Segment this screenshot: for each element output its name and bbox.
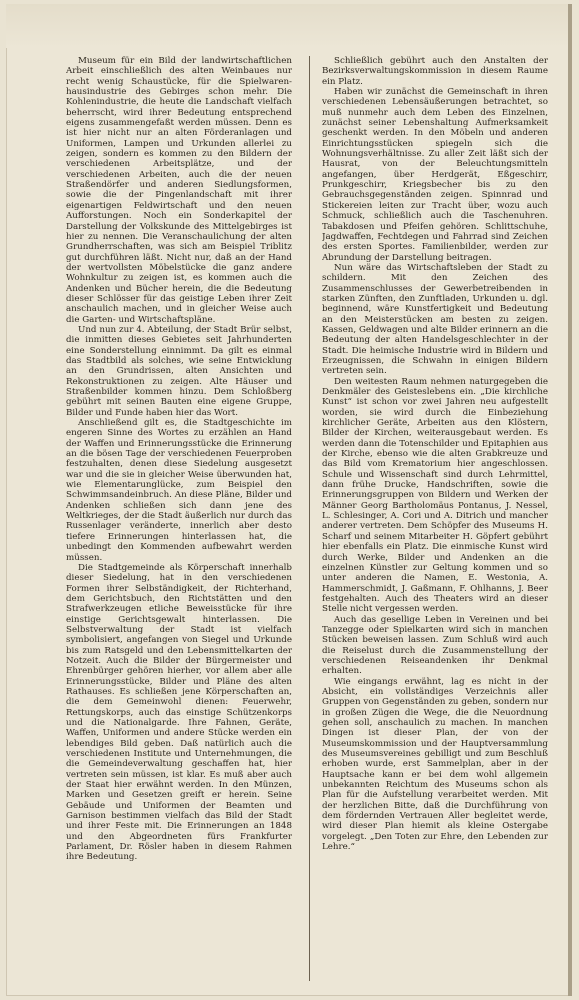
- paragraph: Wie eingangs erwähnt, lag es nicht in der Absicht, ein vollständiges Verzeichnis aller Gruppen von Gegenständen zu geben, sondern nur in großen Zügen die Wege, die die Neuordnung gehen soll, anschaulich zu machen. In manchen Dingen ist dieser Plan, der von der Museumskommission und der Hauptversammlung des Museumsvereines gebilligt und zum Beschluß erhoben wurde, erst Sammelplan, aber in der Hauptsache kann er bei dem wohl allgemein unbekannten Reichtum des Museums schon als Plan für die Aufstellung verarbeitet werden. Mit der herzlichen Bitte, daß die Durchführung von dem fördernden Vertrauen Aller begleitet werde, wird dieser Plan hiemit als kleine Ostergabe vorgelegt. „Den Toten zur Ehre, den Lebenden zur Lehre.“: [322, 676, 548, 853]
- paragraph: Schließlich gebührt auch den Anstalten der Bezirksverwaltungskommission in diesem Raume ein Platz.: [322, 56, 548, 87]
- page-top-margin: [6, 4, 572, 48]
- newspaper-page: [6, 4, 572, 996]
- paragraph: Die Stadtgemeinde als Körperschaft innerhalb dieser Siedelung, hat in den verschiedenen Formen ihrer Selbständigkeit, der Richterhand, dem Gerichtsbuch, den Richtstätten und den Strafwerkzeugen etliche Beweisstücke für ihre einstige Gerichtsgewalt hinterlassen. Die Selbstverwaltung der Stadt ist vielfach symbolisiert, angefangen von Siegel und Urkunde bis zum Ratsgeld und den Lebensmittelkarten der Notzeit. Auch die Bilder der Bürgermeister und Ehrenbürger gehören hierher, vor allem aber alle Erinnerungsstücke, Bilder und Pläne des alten Rathauses. Es schließen jene Körperschaften an, die dem Gemeinwohl dienen: Feuerwehr, Rettungskorps, auch das einstige Schützenkorps und die Nationalgarde. Ihre Fahnen, Geräte, Waffen, Uniformen und andere Stücke werden ein lebendiges Bild geben. Daß natürlich auch die verschiedenen Institute und Unternehmungen, die die Gemeindeverwaltung geschaffen hat, hier vertreten sein müssen, ist klar. Es muß aber auch der Staat hier erwähnt werden. In den Münzen, Marken und Gesetzen greift er herein. Seine Gebäude und Uniformen der Beamten und Garnison bestimmen vielfach das Bild der Stadt und ihrer Feste mit. Die Erinnerungen an 1848 und den Abgeordneten fürs Frankfurter Parlament, Dr. Rösler haben in diesem Rahmen ihre Bedeutung.: [66, 562, 292, 863]
- paragraph: Nun wäre das Wirtschaftsleben der Stadt zu schildern. Mit den Zeichen des Zusammenschlusses der Gewerbetreibenden in starken Zünften, den Zunftladen, Urkunden u. dgl. beginnend, wäre Kunstfertigkeit und Bedeutung an den Meisterstücken am besten zu zeigen. Kassen, Geldwagen und alte Bilder erinnern an die Bedeutung der alten Handelsgeschlechter in der Stadt. Die heimische Industrie wird in Bildern und Erzeugnissen, die Schwahn in einigen Bildern vertreten sein.: [322, 262, 548, 377]
- paper-edge: [568, 4, 572, 996]
- paragraph: Den weitesten Raum nehmen naturgegeben die Denkmäler des Geisteslebens ein. „Die kirchliche Kunst“ ist schon vor zwei Jahren neu aufgestellt worden, sie wird durch die Einbeziehung kirchlicher Geräte, Arbeiten aus den Klöstern, Bilder der Kirchen, weiterausgebaut werden. Es werden dann die Totenschilder und Epitaphien aus der Kirche, ebenso wie die alten Grabkreuze und das Bild vom Krematorium hier angeschlossen. Schule und Wissenschaft sind durch Lehrmittel, dann frühe Drucke, Handschriften, sowie die Erinnerungsgruppen von Bildern und Werken der Männer Georg Bartholomäus Pontanus, J. Nessel, L. Schlesinger, A. Cori und A. Ditrich und mancher anderer vertreten. Dem Schöpfer des Museums H. Scharf und seinem Mitarbeiter H. Göpfert gebührt hier ebenfalls ein Platz. Die einmische Kunst wird durch Werke, Bilder und Andenken an die einzelnen Künstler zur Geltung kommen und so unter anderen die Namen, E. Westonia, A. Hammerschmidt, J. Gaßmann, F. Ohlhanns, J. Beer festgehalten. Auch des Theaters wird an dieser Stelle nicht vergessen werden.: [322, 376, 548, 615]
- text-columns: [66, 56, 556, 984]
- paragraph: Haben wir zunächst die Gemeinschaft in ihren verschiedenen Lebensäußerungen betrachtet, so muß nunmehr auch dem Leben des Einzelnen, zunächst seiner Lebenshaltung Aufmerksamkeit geschenkt werden. In den Möbeln und anderen Einrichtungsstücken spiegeln sich die Wohnungsverhältnisse. Zu aller Zeit läßt sich der Hausrat, von der Beleuchtungsmitteln angefangen, über Herdgerät, Eßgeschirr, Prunkgeschirr, Kriegsbecher bis zu den Gebrauchsgegenständen zeigen. Spinnrad und Stickereien leiten zur Tracht über, wozu auch Schmuck, schließlich auch die Taschenuhren. Tabakdosen und Pfeifen gehören. Schlittschuhe, Jagdwaffen, Fechtdegen und Fahrrad sind Zeichen des ersten Sportes. Familienbilder, werden zur Abrundung der Darstellung beitragen.: [322, 87, 548, 263]
- right-column: [322, 56, 548, 981]
- paragraph: Auch das gesellige Leben in Vereinen und bei Tanzegge oder Spielkarten wird sich in manchen Stücken beweisen lassen. Zum Schluß wird auch die Reiselust durch die Zusammenstellung der verschiedenen Reiseandenken ihr Denkmal erhalten.: [322, 614, 548, 677]
- paragraph: Museum für ein Bild der landwirtschaftlichen Arbeit einschließlich des alten Weinbaues nur recht wenig Schaustücke, für die Spielwaren-hausindustrie des Gebirges schon mehr. Die Kohlenindustrie, die heute die Landschaft vielfach beherrscht, wird ihrer Bedeutung entsprechend eigens zusammengefaßt werden müssen. Denn es ist hier nicht nur an alten Förderanlagen und Uniformen, Lampen und Urkunden allerlei zu zeigen, sondern es kommen zu den Bildern der verschiedenen Arbeitsplätze, und der verschiedenen Arbeiten, auch die der neuen Straßendörfer und anderen Siedlungsformen, sowie die der Pingenlandschaft mit ihrer eigenartigen Feldwirtschaft und den neuen Aufforstungen. Noch ein Sonderkapitel der Darstellung der Volkskunde des Mittelgebirges ist hier zu nennen. Die Veranschaulichung der alten Grundherrschaften, was sich am Beispiel Triblitz gut durchführen läßt. Nicht nur, daß an der Hand der wertvollsten Möbelstücke die ganz andere Wohnkultur zu zeigen ist, es kommen auch die Andenken und Bücher herein, die die Bedeutung dieser Schlösser für das geistige Leben ihrer Zeit anschaulich machen, und in gleicher Weise auch die Garten- und Wirtschaftspläne.: [66, 56, 292, 325]
- column-rule: [309, 56, 310, 981]
- left-column: [66, 56, 292, 981]
- paragraph: Anschließend gilt es, die Stadtgeschichte im engeren Sinne des Wortes zu erzählen an Hand der Waffen und Erinnerungsstücke die Erinnerung an die bösen Tage der verschiedenen Feuerproben festzuhalten, denen diese Siedelung ausgesetzt war und die sie in gleicher Weise überwunden hat, wie Elementarunglücke, zum Beispiel den Schwimmsandeinbruch. An diese Pläne, Bilder und Andenken schließen sich dann jene des Weltkrieges, der die Stadt äußerlich nur durch das Russenlager veränderte, innerlich aber desto tiefere Erinnerungen hinterlassen hat, die unbedingt den Kommenden aufbewahrt werden müssen.: [66, 418, 292, 563]
- paragraph: Und nun zur 4. Abteilung, der Stadt Brür selbst, die inmitten dieses Gebietes seit Jahrhunderten eine Sonderstellung einnimmt. Da gilt es einmal das Stadtbild als solches, wie seine Entwicklung an den Grundrissen, alten Ansichten und Rekonstruktionen zu zeigen. Alte Häuser und Straßenbilder kommen hinzu. Dem Schloßberg gebührt mit seinen Bauten eine eigene Gruppe, Bilder und Funde haben hier das Wort.: [66, 324, 292, 418]
